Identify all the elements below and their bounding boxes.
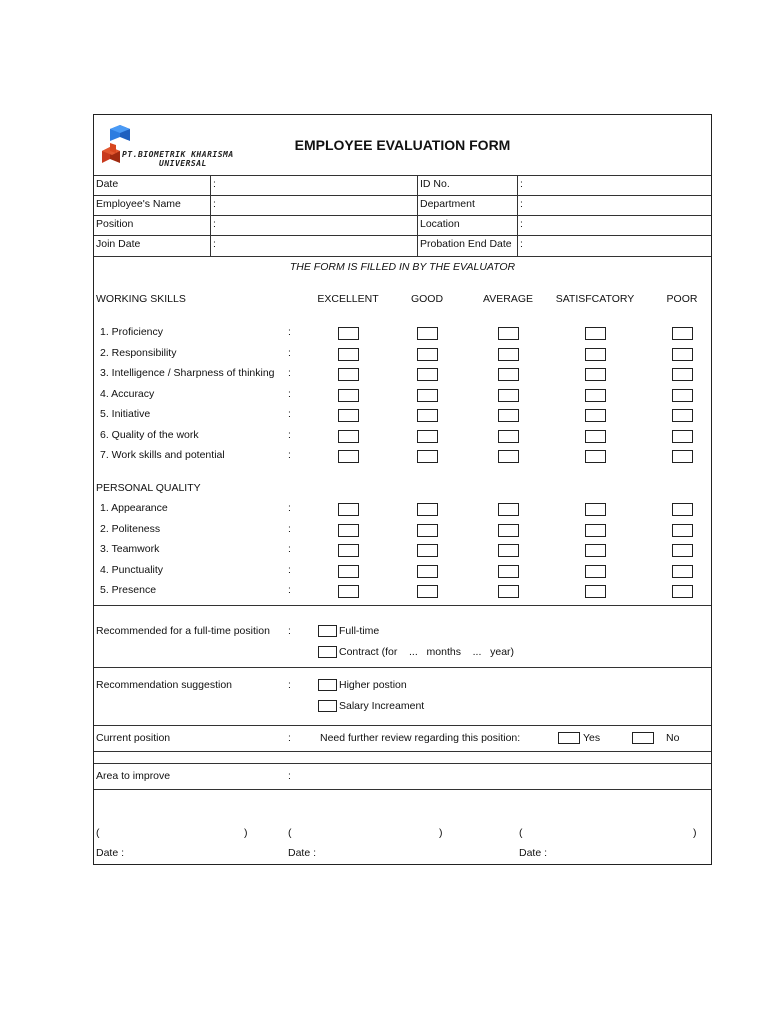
working-skill-rating-checkbox[interactable]: [672, 389, 693, 402]
personal-quality-item-colon: :: [288, 502, 291, 514]
personal-quality-rating-checkbox[interactable]: [672, 585, 693, 598]
personal-quality-rating-checkbox[interactable]: [672, 544, 693, 557]
personal-quality-rating-checkbox[interactable]: [672, 503, 693, 516]
working-skill-rating-checkbox[interactable]: [338, 368, 359, 381]
personal-quality-rating-checkbox[interactable]: [585, 544, 606, 557]
company-name-line2: UNIVERSAL: [159, 159, 207, 168]
working-skill-rating-checkbox[interactable]: [672, 450, 693, 463]
personal-quality-rating-checkbox[interactable]: [498, 524, 519, 537]
personal-quality-rating-checkbox[interactable]: [338, 503, 359, 516]
company-name-line1: PT.BIOMETRIK KHARISMA: [122, 150, 234, 159]
working-skill-item-label: 2. Responsibility: [100, 346, 177, 359]
working-skill-item-colon: :: [288, 346, 291, 359]
working-skill-rating-checkbox[interactable]: [585, 327, 606, 340]
contract-checkbox[interactable]: [318, 646, 337, 658]
header-value-left[interactable]: :: [213, 218, 216, 230]
personal-quality-item-label: 3. Teamwork: [100, 543, 160, 555]
current-position-colon: :: [288, 732, 291, 744]
signature-open-paren: (: [288, 827, 292, 839]
personal-quality-item-colon: :: [288, 543, 291, 555]
working-skill-rating-checkbox[interactable]: [585, 368, 606, 381]
working-skill-rating-checkbox[interactable]: [417, 368, 438, 381]
working-skill-rating-checkbox[interactable]: [338, 409, 359, 422]
salary-increment-label: Salary Increament: [339, 700, 425, 712]
working-skill-item-label: 1. Proficiency: [100, 326, 164, 338]
fulltime-checkbox[interactable]: [318, 625, 337, 637]
working-skill-rating-checkbox[interactable]: [338, 450, 359, 463]
header-value-left[interactable]: :: [213, 178, 216, 190]
working-skill-item-label: 5. Initiative: [100, 408, 151, 420]
higher-position-checkbox[interactable]: [318, 679, 337, 691]
header-label-left: Position: [96, 218, 134, 230]
recommended-label: Recommended for a full-time position: [96, 625, 270, 637]
working-skill-item-label: 4. Accuracy: [100, 387, 155, 400]
no-label: No: [666, 732, 680, 744]
working-skill-rating-checkbox[interactable]: [498, 368, 519, 381]
header-label-left: Date: [96, 178, 119, 190]
personal-quality-heading: PERSONAL QUALITY: [96, 482, 201, 494]
header-value-right[interactable]: :: [520, 238, 523, 250]
signature-date-label: Date :: [96, 847, 125, 859]
personal-quality-item-label: 1. Appearance: [100, 502, 168, 514]
working-skill-rating-checkbox[interactable]: [585, 409, 606, 422]
personal-quality-item-label: 2. Politeness: [100, 522, 161, 535]
personal-quality-item-label: 4. Punctuality: [100, 563, 164, 576]
higher-position-label: Higher postion: [339, 679, 407, 691]
suggestion-label: Recommendation suggestion: [96, 679, 232, 691]
working-skill-rating-checkbox[interactable]: [672, 368, 693, 381]
working-skill-item-label: 3. Intelligence / Sharpness of thinking: [100, 367, 275, 379]
header-label-right: Probation End Date: [420, 238, 512, 250]
personal-quality-rating-checkbox[interactable]: [498, 565, 519, 578]
working-skill-rating-checkbox[interactable]: [672, 327, 693, 340]
header-label-right: Department: [420, 198, 475, 210]
working-skill-rating-checkbox[interactable]: [417, 409, 438, 422]
personal-quality-rating-checkbox[interactable]: [338, 524, 359, 537]
signature-date-label: Date :: [519, 847, 548, 859]
working-skill-rating-checkbox[interactable]: [498, 327, 519, 340]
further-review-question: Need further review regarding this position:: [320, 732, 521, 744]
personal-quality-rating-checkbox[interactable]: [585, 524, 606, 537]
rating-column-header: AVERAGE: [483, 293, 533, 305]
working-skill-rating-checkbox[interactable]: [585, 348, 606, 361]
personal-quality-rating-checkbox[interactable]: [672, 565, 693, 578]
personal-quality-rating-checkbox[interactable]: [498, 544, 519, 557]
personal-quality-rating-checkbox[interactable]: [417, 544, 438, 557]
working-skill-rating-checkbox[interactable]: [672, 348, 693, 361]
header-label-left: Join Date: [96, 238, 141, 250]
working-skill-rating-checkbox[interactable]: [338, 327, 359, 340]
working-skill-rating-checkbox[interactable]: [498, 409, 519, 422]
personal-quality-rating-checkbox[interactable]: [585, 503, 606, 516]
working-skill-rating-checkbox[interactable]: [338, 430, 359, 443]
personal-quality-rating-checkbox[interactable]: [338, 565, 359, 578]
personal-quality-rating-checkbox[interactable]: [585, 585, 606, 598]
header-label-left: Employee's Name: [96, 198, 181, 210]
working-skill-item-colon: :: [288, 449, 291, 461]
header-label-right: Location: [420, 218, 460, 230]
working-skill-rating-checkbox[interactable]: [417, 430, 438, 443]
working-skill-rating-checkbox[interactable]: [672, 430, 693, 443]
working-skill-item-colon: :: [288, 408, 291, 420]
working-skill-item-colon: :: [288, 367, 291, 379]
personal-quality-rating-checkbox[interactable]: [338, 585, 359, 598]
header-value-left[interactable]: :: [213, 238, 216, 250]
personal-quality-item-label: 5. Presence: [100, 584, 157, 596]
working-skill-rating-checkbox[interactable]: [338, 348, 359, 361]
yes-label: Yes: [583, 732, 601, 744]
signature-close-paren: ): [244, 827, 248, 839]
personal-quality-rating-checkbox[interactable]: [417, 565, 438, 578]
no-checkbox[interactable]: [632, 732, 654, 744]
rating-column-header: GOOD: [410, 293, 444, 305]
working-skill-rating-checkbox[interactable]: [417, 450, 438, 463]
header-value-left[interactable]: :: [213, 198, 216, 210]
suggestion-colon: :: [288, 679, 291, 691]
working-skills-heading: WORKING SKILLS: [96, 293, 186, 305]
personal-quality-item-colon: :: [288, 522, 291, 535]
signature-open-paren: (: [519, 827, 523, 839]
recommended-colon: :: [288, 625, 291, 637]
header-value-right[interactable]: :: [520, 178, 523, 190]
working-skill-rating-checkbox[interactable]: [672, 409, 693, 422]
working-skill-item-colon: :: [288, 326, 291, 338]
working-skill-rating-checkbox[interactable]: [417, 327, 438, 340]
working-skill-rating-checkbox[interactable]: [338, 389, 359, 402]
evaluator-note: THE FORM IS FILLED IN BY THE EVALUATOR: [289, 261, 516, 273]
signature-date-label: Date :: [288, 847, 317, 859]
working-skill-rating-checkbox[interactable]: [585, 430, 606, 443]
working-skill-rating-checkbox[interactable]: [585, 450, 606, 463]
personal-quality-rating-checkbox[interactable]: [417, 524, 438, 537]
current-position-label: Current position: [96, 732, 171, 744]
rating-column-header: POOR: [666, 293, 698, 305]
working-skill-rating-checkbox[interactable]: [498, 348, 519, 361]
personal-quality-rating-checkbox[interactable]: [417, 503, 438, 516]
working-skill-rating-checkbox[interactable]: [498, 389, 519, 402]
working-skill-item-colon: :: [288, 387, 291, 400]
contract-label: Contract (for ... months ... year): [339, 646, 515, 658]
rating-column-header: SATISFCATORY: [555, 293, 635, 305]
working-skill-rating-checkbox[interactable]: [585, 389, 606, 402]
signature-close-paren: ): [693, 827, 697, 839]
working-skill-item-label: 6. Quality of the work: [100, 428, 199, 441]
personal-quality-rating-checkbox[interactable]: [417, 585, 438, 598]
personal-quality-rating-checkbox[interactable]: [498, 585, 519, 598]
personal-quality-rating-checkbox[interactable]: [672, 524, 693, 537]
header-value-right[interactable]: :: [520, 198, 523, 210]
personal-quality-rating-checkbox[interactable]: [585, 565, 606, 578]
area-to-improve-label: Area to improve: [96, 770, 171, 782]
working-skill-item-colon: :: [288, 428, 291, 441]
personal-quality-item-colon: :: [288, 584, 291, 596]
signature-close-paren: ): [439, 827, 443, 839]
working-skill-item-label: 7. Work skills and potential: [100, 449, 225, 461]
header-label-right: ID No.: [420, 178, 450, 190]
personal-quality-item-colon: :: [288, 563, 291, 576]
working-skill-rating-checkbox[interactable]: [417, 348, 438, 361]
evaluation-form: [93, 114, 712, 865]
area-to-improve-colon: :: [288, 770, 291, 782]
working-skill-rating-checkbox[interactable]: [417, 389, 438, 402]
form-title: EMPLOYEE EVALUATION FORM: [294, 137, 511, 153]
working-skill-rating-checkbox[interactable]: [498, 450, 519, 463]
personal-quality-rating-checkbox[interactable]: [498, 503, 519, 516]
signature-open-paren: (: [96, 827, 100, 839]
fulltime-label: Full-time: [339, 625, 380, 637]
rating-column-header: EXCELLENT: [317, 293, 379, 305]
working-skill-rating-checkbox[interactable]: [498, 430, 519, 443]
personal-quality-rating-checkbox[interactable]: [338, 544, 359, 557]
header-value-right[interactable]: :: [520, 218, 523, 230]
salary-increment-checkbox[interactable]: [318, 700, 337, 712]
yes-checkbox[interactable]: [558, 732, 580, 744]
